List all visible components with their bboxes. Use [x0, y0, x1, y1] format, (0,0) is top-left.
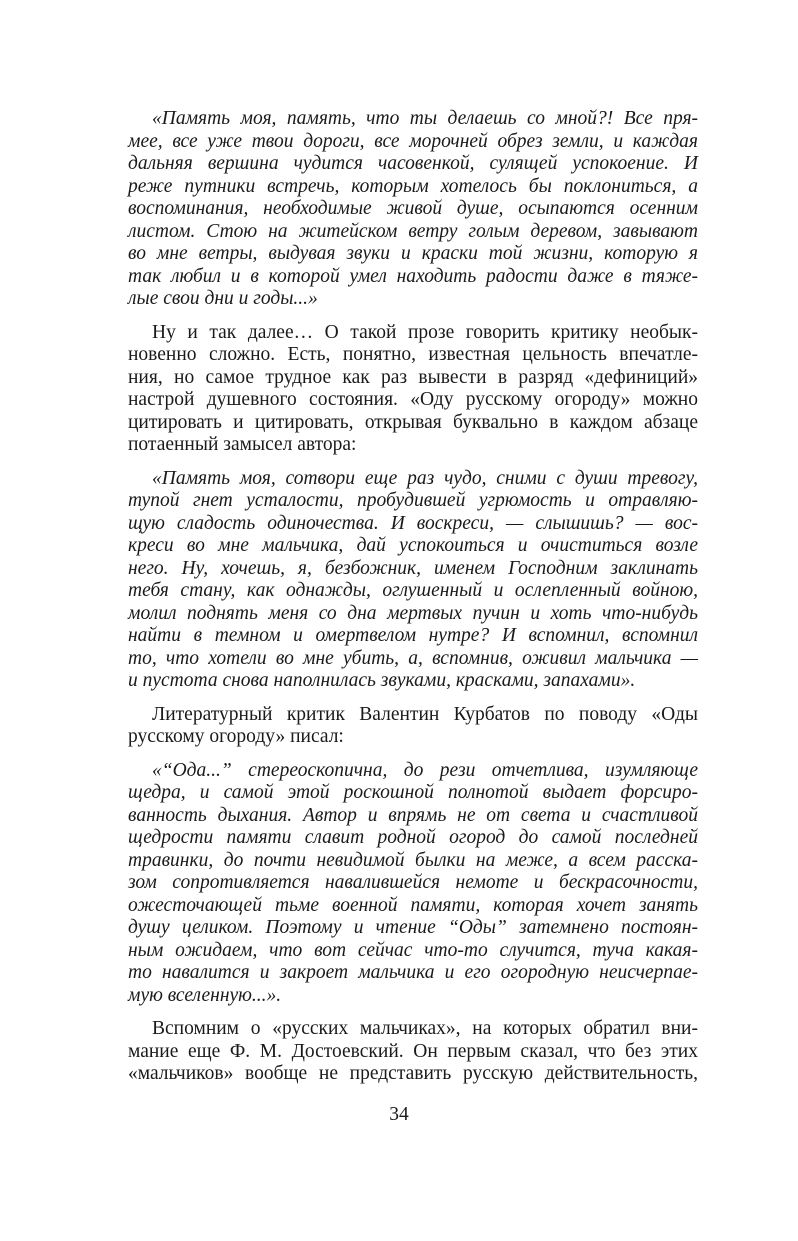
- quote-block: [128, 760, 698, 1008]
- text-line: молил поднять меня со дна мертвых пучин и хоть что-нибудь: [128, 602, 698, 624]
- text-line: креси во мне мальчика, дай успокоиться и очиститься возле: [128, 535, 698, 556]
- text-line: щедра, и самой этой роскошной полнотой выдает форсиро-: [128, 782, 698, 803]
- text-line: мее, все уже твои дороги, все морочней обрез земли, и каждая: [128, 130, 698, 152]
- text-line: травинки, до почти невидимой былки на меже, а всем расска-: [128, 849, 698, 871]
- text-line: Ну и так далее… О такой прозе говорить критику необык-: [152, 321, 698, 343]
- text-line: «Память моя, сотвори еще раз чудо, сними с души тревогу,: [152, 467, 698, 489]
- text-line: зом сопротивляется навалившейся немоте и бескрасочности,: [128, 872, 698, 893]
- text-line: «“Ода...” стереоскопична, до рези отчетлива, изумляюще: [152, 759, 698, 781]
- text-line: мую вселенную...».: [128, 984, 282, 1006]
- text-line: ванность дыхания. Автор и впрямь не от света и счастливой: [128, 804, 698, 826]
- text-line: листом. Стою на житейском ветру голым деревом, завывают: [128, 220, 698, 242]
- text-line: ожесточающей тьме военной памяти, которая хочет занять: [128, 894, 698, 916]
- text-line: во мне ветры, выдувая звуки и краски той жизни, которую я: [128, 243, 698, 264]
- text-line: цитировать и цитировать, открывая буквально в каждом абзаце: [128, 411, 698, 433]
- text-line: «мальчиков» вообще не представить русскую действительность,: [128, 1063, 698, 1084]
- quote-block: [128, 108, 698, 311]
- text-line: ным ожидаем, что вот сейчас что-то случится, туча какая-: [128, 939, 698, 961]
- text-line: «Память моя, память, что ты делаешь со мной?! Все пря-: [152, 108, 698, 129]
- text-line: русскому огороду» писал:: [128, 726, 344, 747]
- text-line: воспоминания, необходимые живой душе, осыпаются осенним: [128, 198, 698, 219]
- text-line: Вспомним о «русских мальчиках», на которых обратил вни-: [152, 1018, 698, 1039]
- text-line: найти в темном и омертвелом нутре? И вспомнил, вспомнил: [128, 625, 698, 646]
- text-line: дальняя вершина чудится часовенкой, сулящей успокоение. И: [128, 153, 698, 174]
- text-line: то навалится и закроет мальчика и его огородную неисчерпае-: [128, 962, 698, 983]
- text-line: щедрости памяти славит родной огород до самой последней: [128, 827, 698, 848]
- text-line: лые свои дни и годы...»: [128, 288, 318, 309]
- text-line: мание еще Ф. М. Достоевский. Он первым сказал, что без этих: [128, 1040, 698, 1062]
- text-line: тупой гнет усталости, пробудившей угрюмость и отравляю-: [128, 490, 698, 511]
- paragraph: [128, 322, 698, 457]
- page-number: 34: [389, 1104, 409, 1125]
- text-line: так любил и в которой умел находить радости даже в тяже-: [128, 265, 698, 287]
- text-line: щую сладость одиночества. И воскреси, — слышишь? — вос-: [128, 512, 698, 534]
- text-line: душу целиком. Поэтому и чтение “Оды” затемнено постоян-: [128, 917, 698, 938]
- quote-block: [128, 468, 698, 693]
- text-line: потаенный замысел автора:: [128, 434, 357, 455]
- text-line: него. Ну, хочешь, я, безбожник, именем Господним заклинать: [128, 557, 698, 579]
- paragraph: [128, 1018, 698, 1086]
- text-line: ния, но самое трудное как раз вывести в разряд «дефиниций»: [128, 366, 698, 388]
- text-line: реже путники встречь, которым хотелось бы поклониться, а: [128, 175, 698, 197]
- page-body: [128, 108, 698, 1086]
- text-line: и пустота снова наполнилась звуками, красками, запахами».: [128, 670, 636, 691]
- text-line: тебя стану, как однажды, оглушенный и ослепленный войною,: [128, 580, 698, 601]
- text-line: новенно сложно. Есть, понятно, известная цельность впечатле-: [128, 344, 698, 365]
- text-line: то, что хотели во мне убить, а, вспомнив, оживил мальчика —: [128, 647, 698, 669]
- text-line: настрой душевного состояния. «Оду русскому огороду» можно: [128, 389, 698, 410]
- paragraph: [128, 704, 698, 749]
- text-line: Литературный критик Валентин Курбатов по поводу «Оды: [152, 703, 698, 725]
